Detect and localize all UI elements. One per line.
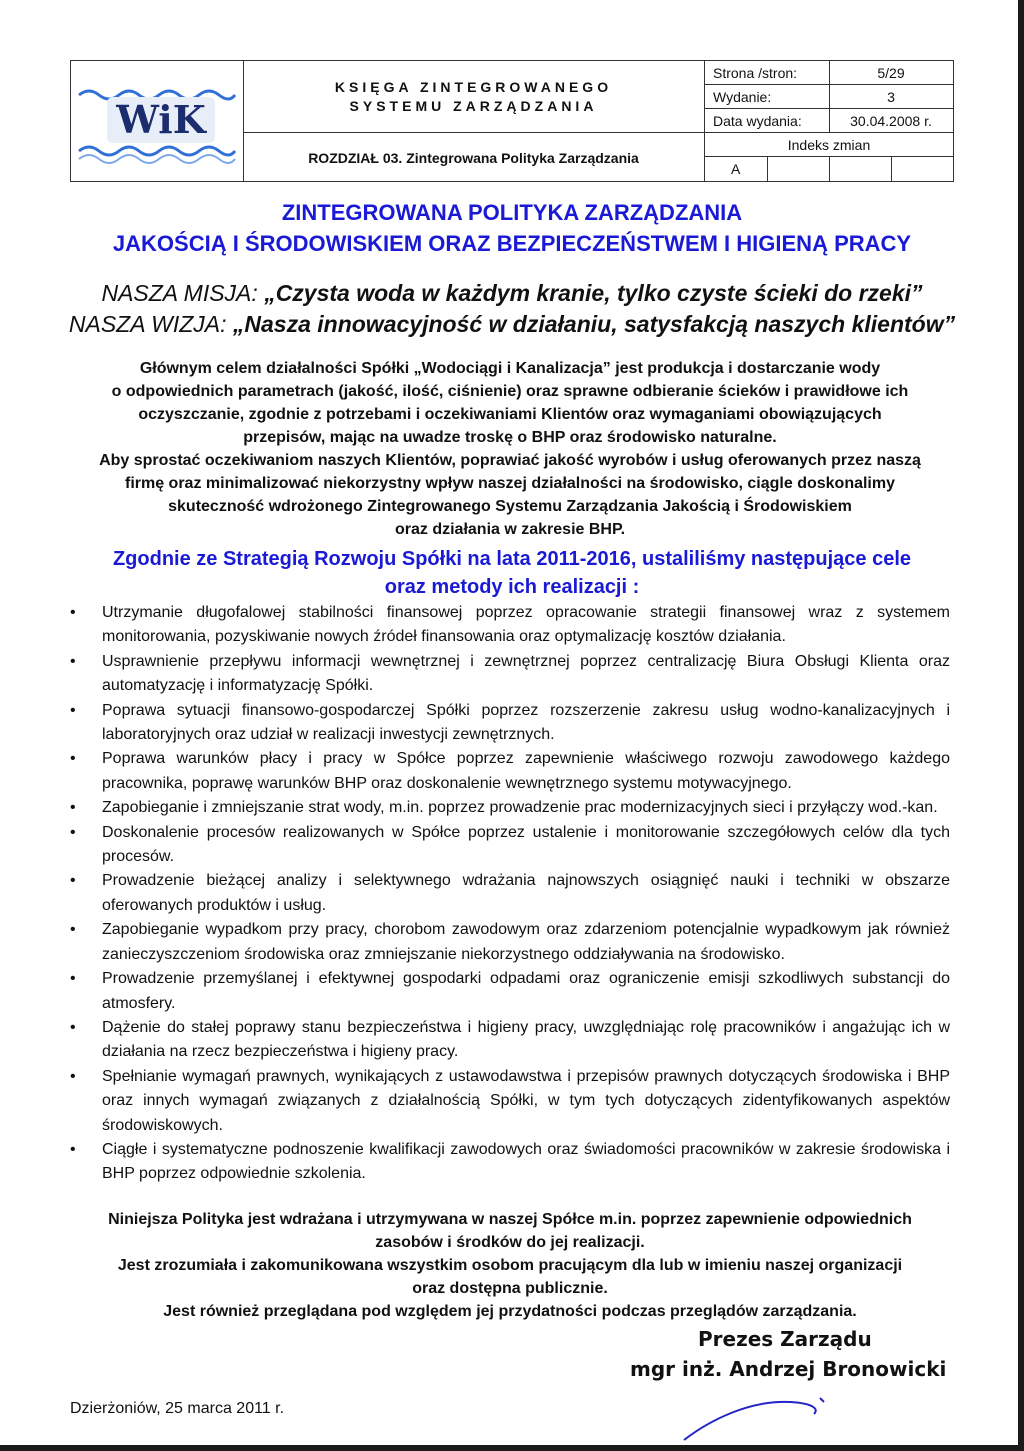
closing-line: oraz dostępna publicznie.: [412, 1280, 608, 1297]
changes-cell-2: [767, 157, 829, 181]
goal-item: [70, 747, 950, 796]
goal-text: Utrzymanie długofalowej stabilności finansowej poprzez opracowanie strategii finansowej wraz z systemem monitorowania, pozyskiwanie nowych źródeł finansowania oraz optymalizację kosztów działania.: [102, 604, 950, 646]
goal-item: [70, 601, 950, 650]
mission-label: NASZA MISJA:: [101, 280, 258, 306]
closing-line: Niniejsza Polityka jest wdrażana i utrzymywana w naszej Spółce m.in. poprzez zapewnienie odpowiednich: [108, 1211, 912, 1228]
goal-text: Zapobieganie wypadkom przy pracy, chorobom zawodowym oraz zdarzeniom potencjalnie wypadkowym jak również zanieczyszczeniom środowiska oraz zmniejszanie niekorzystnego oddziaływania na środowisko.: [102, 921, 950, 963]
document-header: [70, 60, 954, 182]
closing-statement: [60, 1208, 960, 1323]
goal-text: Usprawnienie przepływu informacji wewnętrznej i zewnętrznej poprzez centralizację Biura Obsługi Klienta oraz automatyzację i informatyzację Spółki.: [102, 652, 950, 695]
bullet-icon: •: [70, 970, 76, 988]
goal-text: Poprawa sytuacji finansowo-gospodarczej Spółki poprzez rozszerzenie zakresu usług wodno-kanalizacyjnych i laboratoryjnych oraz udział w realizacji inwestycji zewnętrznych.: [102, 701, 950, 744]
closing-line: zasobów i środków do jej realizacji.: [375, 1234, 645, 1251]
title-cell: [243, 61, 705, 133]
policy-title-line2: JAKOŚCIĄ I ŚRODOWISKIEM ORAZ BEZPIECZEŃSTWEM I HIGIENĄ PRACY: [112, 231, 912, 256]
closing-line: Jest również przeglądana pod względem jej przydatności podczas przeglądów zarządzania.: [163, 1303, 857, 1320]
intro-line: skuteczność wdrożonego Zintegrowanego Systemu Zarządzania Jakością i Środowiskiem: [168, 498, 852, 515]
closing-line: Jest zrozumiała i zakomunikowana wszystkim osobom pracującym dla lub w imieniu naszej organizacji: [117, 1257, 903, 1274]
bullet-icon: •: [70, 604, 76, 621]
changes-cell-3: [829, 157, 891, 181]
bullet-icon: •: [70, 652, 76, 670]
intro-line: firmę oraz minimalizować niekorzystny wpływ naszej działalności na środowisko, ciągle doskonalimy: [124, 475, 895, 492]
bullet-icon: •: [70, 799, 76, 817]
goal-item: [70, 1065, 950, 1138]
goal-text: Poprawa warunków płacy i pracy w Spółce poprzez zapewnienie właściwego rozwoju zawodowego każdego pracownika, poprawę warunków BHP oraz doskonalenie wewnętrznego systemu motywacyjnego.: [102, 750, 950, 792]
vision-text: „Nasza innowacyjność w działaniu, satysfakcją naszych klientów”: [232, 311, 956, 337]
goals-heading-line2: oraz metody ich realizacji :: [384, 576, 640, 598]
meta-row-page: [705, 61, 953, 85]
book-title-line1: KSIĘGA ZINTEGROWANEGO: [334, 79, 613, 95]
place-date: Dzierżoniów, 25 marca 2011 r.: [70, 1400, 285, 1417]
chapter-cell: [243, 133, 705, 181]
vision-label: NASZA WIZJA:: [68, 311, 227, 337]
changes-label: Indeks zmian: [705, 133, 953, 157]
chapter-title: ROZDZIAŁ 03. Zintegrowana Polityka Zarządzania: [308, 150, 639, 166]
edition-value: 3: [887, 89, 895, 105]
changes-cell-1: A: [731, 161, 741, 177]
goals-list: [70, 601, 950, 1187]
bullet-icon: •: [70, 1067, 76, 1085]
page-value: 5/29: [877, 65, 905, 81]
intro-paragraph: [60, 357, 960, 541]
bullet-icon: •: [70, 701, 76, 719]
changes-cell-4: [891, 157, 953, 181]
bullet-icon: •: [70, 823, 76, 841]
goal-item: [70, 1016, 950, 1065]
handwritten-signature: [670, 1390, 850, 1445]
bullet-icon: •: [70, 921, 76, 939]
intro-line: przepisów, mając na uwadze troskę o BHP oraz środowisko naturalne.: [243, 429, 777, 446]
book-title: [243, 78, 704, 116]
goal-item: [70, 869, 950, 918]
bullet-icon: •: [70, 872, 76, 890]
bullet-icon: •: [70, 1140, 76, 1158]
goals-heading-line1: Zgodnie ze Strategią Rozwoju Spółki na lata 2011-2016, ustaliliśmy następujące cele: [112, 548, 912, 570]
goal-item: [70, 1138, 950, 1187]
intro-line: Głównym celem działalności Spółki „Wodociągi i Kanalizacja” jest produkcja i dostarczanie wody: [139, 360, 881, 377]
goals-heading: [0, 545, 1024, 601]
mission: [0, 280, 1024, 307]
signatory-name: mgr inż. Andrzej Bronowicki: [630, 1357, 947, 1381]
page-edge-bottom: [0, 1445, 1024, 1451]
goal-item: [70, 821, 950, 870]
intro-line: o odpowiednich parametrach (jakość, ilość, ciśnienie) oraz sprawne odbieranie ścieków i prawidłowe ich: [111, 383, 909, 400]
policy-title-line1: ZINTEGROWANA POLITYKA ZARZĄDZANIA: [281, 200, 743, 225]
intro-line: oczyszczanie, zgodnie z potrzebami i oczekiwaniami Klientów oraz wymaganiami obowiązujących: [138, 406, 882, 423]
goal-text: Spełnianie wymagań prawnych, wynikających z ustawodawstwa i przepisów prawnych dotyczących środowiska i BHP oraz innych wymagań związanych z działalnością Spółki, w tym tych dotyczących zidentyfikowanych aspektów środowiskowych.: [102, 1067, 950, 1134]
wik-logo: [71, 61, 243, 181]
date-value: 30.04.2008 r.: [850, 113, 932, 129]
logo-text: WiK: [116, 97, 206, 142]
goal-item: [70, 650, 950, 699]
meta-row-edition: [705, 85, 953, 109]
goal-text: Prowadzenie bieżącej analizy i selektywnego wdrażania najnowszych osiągnięć nauki i techniki w obszarze oferowanych produktów i usług.: [102, 872, 950, 914]
goal-text: Prowadzenie przemyślanej i efektywnej gospodarki odpadami oraz ograniczenie emisji szkodliwych substancji do atmosfery.: [102, 970, 950, 1012]
intro-line: oraz działania w zakresie BHP.: [394, 521, 626, 538]
mission-text: „Czysta woda w każdym kranie, tylko czyste ścieki do rzeki”: [264, 280, 923, 306]
page-label: Strona /stron:: [713, 65, 798, 81]
goal-item: [70, 699, 950, 748]
goal-item: [70, 918, 950, 967]
goal-text: Ciągłe i systematyczne podnoszenie kwalifikacji zawodowych oraz świadomości pracowników w zakresie środowiska i BHP poprzez odpowiednie szkolenia.: [102, 1140, 950, 1183]
bullet-icon: •: [70, 1018, 76, 1036]
book-title-line2: SYSTEMU ZARZĄDZANIA: [349, 98, 598, 114]
logo-cell: [71, 61, 244, 181]
intro-line: Aby sprostać oczekiwaniom naszych Klientów, poprawiać jakość wyrobów i usług oferowanych przez naszą: [99, 452, 921, 469]
goal-item: [70, 796, 950, 820]
goal-text: Dążenie do stałej poprawy stanu bezpieczeństwa i higieny pracy, uwzględniając rolę pracowników i angażując ich w działania na rzecz bezpieczeństwa i higieny pracy.: [102, 1018, 950, 1061]
meta-row-date: [705, 109, 953, 133]
date-label: Data wydania:: [713, 113, 802, 129]
bullet-icon: •: [70, 750, 76, 768]
goal-item: [70, 967, 950, 1016]
edition-label: Wydanie:: [713, 89, 772, 105]
vision: [0, 311, 1024, 338]
signatory-role: Prezes Zarządu: [698, 1327, 872, 1351]
goal-text: Doskonalenie procesów realizowanych w Spółce poprzez ustalenie i monitorowanie szczegółowych celów dla tych procesów.: [102, 823, 950, 866]
goal-text: Zapobieganie i zmniejszanie strat wody, m.in. poprzez prowadzenie prac modernizacyjnych sieci i przyłączy wod.-kan.: [102, 799, 938, 817]
